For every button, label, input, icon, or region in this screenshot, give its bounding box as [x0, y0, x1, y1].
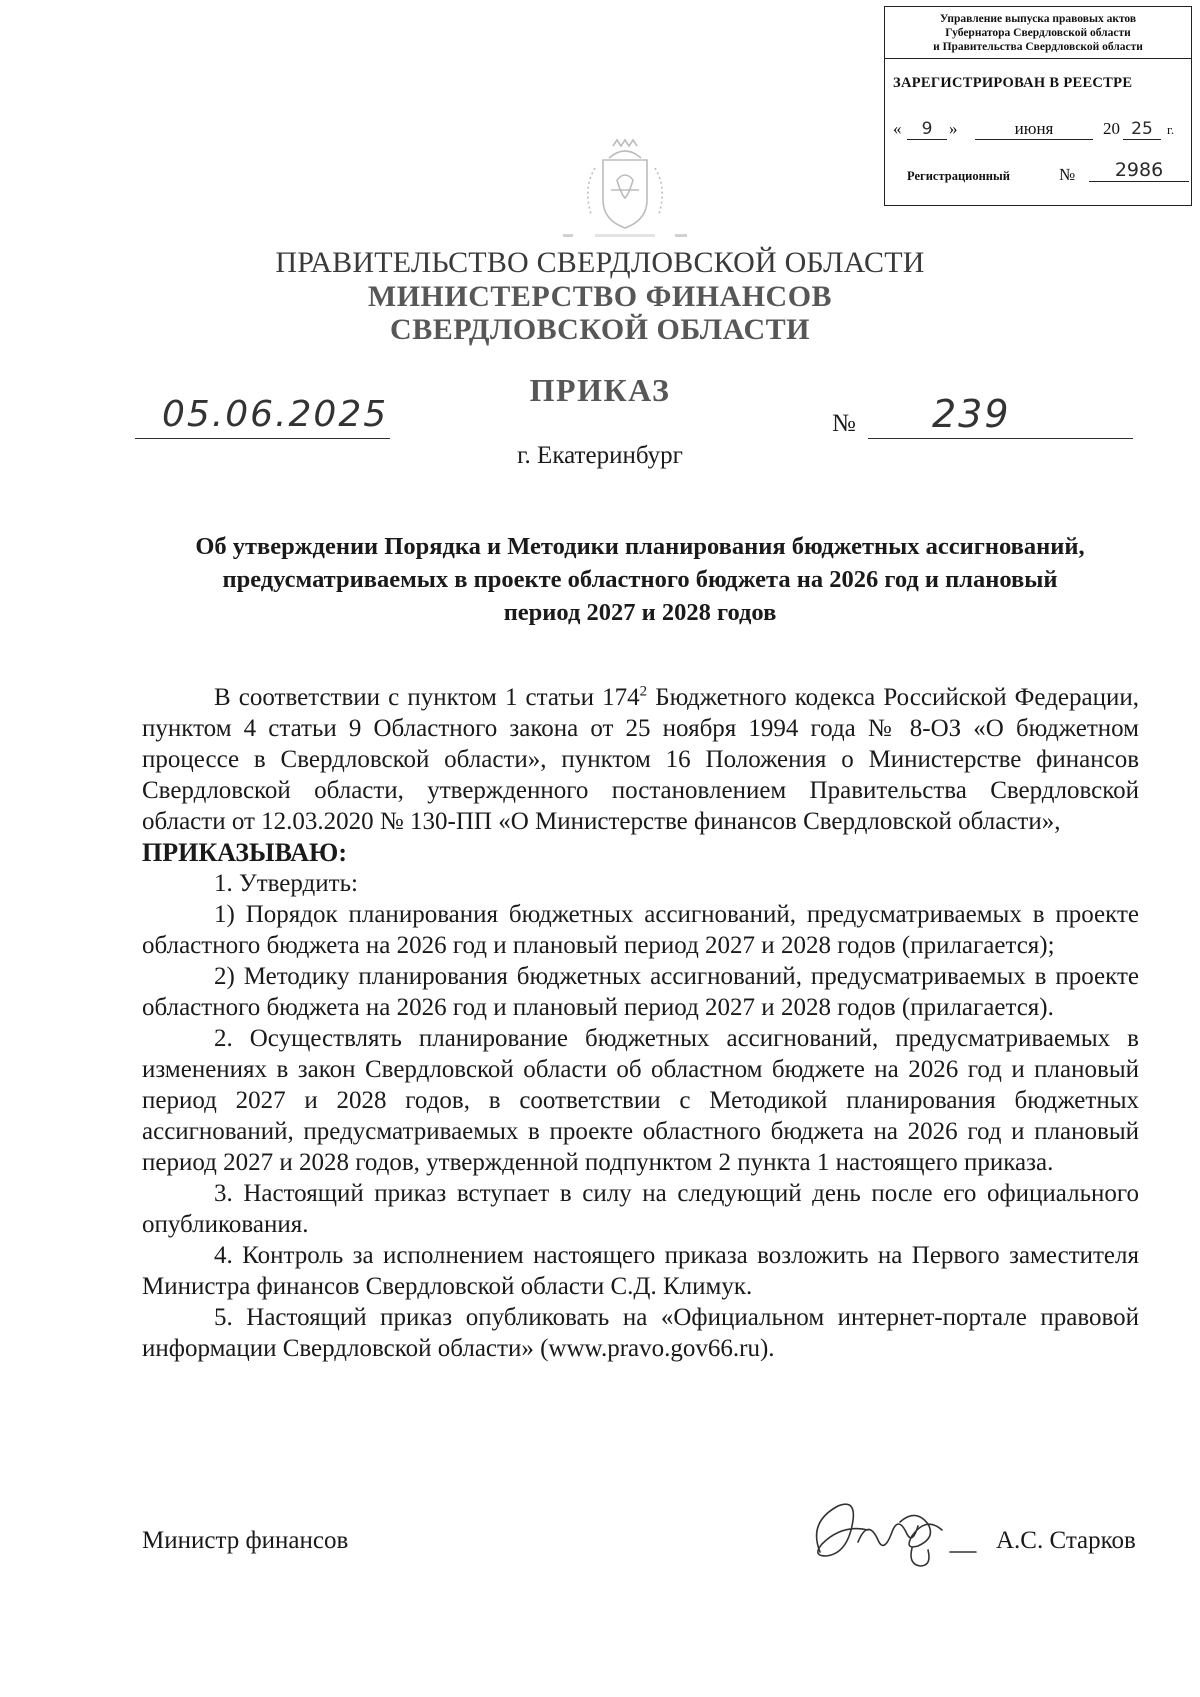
- paragraph-4: 4. Контроль за исполнением настоящего приказа возложить на Первого заместителя Министра финансов Свердловской области С.Д. Климук.: [142, 1242, 1139, 1300]
- ministry-title-line1: МИНИСТЕРСТВО ФИНАНСОВ: [367, 280, 833, 313]
- preamble-text-b: Бюджетного кодекса Российской Федерации, пунктом 4 статьи 9 Областного закона от 25 ноября 1994 года № 8-ОЗ «О бюджетном процессе в Свердловской области», пунктом 16 Положения о Министерстве финансов Свердловской области, утвержденного постановлением Правительства Свердловской области от 12.03.2020 № 130-ПП «О Министерстве финансов Свердловской области»,: [142, 684, 1139, 835]
- government-title: ПРАВИТЕЛЬСТВО СВЕРДЛОВСКОЙ ОБЛАСТИ: [275, 246, 925, 279]
- stamp-year-suffix: 25: [1123, 119, 1161, 140]
- document-type: ПРИКАЗ: [529, 372, 671, 408]
- city: г. Екатеринбург: [517, 442, 683, 469]
- signatory-position: Министр финансов: [142, 1527, 349, 1554]
- stamp-reg-label: Регистрационный: [907, 169, 1010, 183]
- paragraph-3: 3. Настоящий приказ вступает в силу на следующий день после его официального опубликования.: [142, 1180, 1139, 1238]
- order-no-sign: №: [832, 410, 856, 437]
- stamp-day: 9: [907, 119, 947, 140]
- stamp-year-prefix: 20: [1103, 119, 1120, 138]
- preamble-paragraph: [142, 682, 1139, 837]
- paragraph-1: 1. Утвердить:: [214, 870, 358, 897]
- registration-stamp: [884, 6, 1192, 206]
- coat-of-arms-icon: [535, 130, 715, 248]
- title-line: период 2027 и 2028 годов: [503, 599, 777, 626]
- ministry-title-line2: СВЕРДЛОВСКОЙ ОБЛАСТИ: [390, 313, 810, 346]
- stamp-quote-close: »: [949, 119, 958, 138]
- document-title: [140, 530, 1140, 629]
- order-word: ПРИКАЗЫВАЮ:: [142, 838, 347, 867]
- paragraph-2: 2. Осуществлять планирование бюджетных ассигнований, предусматриваемых в изменениях в закон Свердловской области об областном бюджете на 2026 год и плановый период 2027 и 2028 годов, в соответствии с Методикой планирования бюджетных ассигнований, предусматриваемых в проекте областного бюджета на 2026 год и плановый период 2027 и 2028 годов, утвержденной подпунктом 2 пункта 1 настоящего приказа.: [142, 1025, 1139, 1176]
- stamp-quote-open: «: [893, 119, 902, 138]
- document-body: [142, 682, 1139, 1364]
- order-number: 239: [932, 392, 1011, 436]
- stamp-reg-value: 2986: [1089, 159, 1189, 182]
- stamp-registered-label: ЗАРЕГИСТРИРОВАН В РЕЕСТРЕ: [893, 75, 1133, 91]
- stamp-month: июня: [975, 119, 1093, 140]
- signatory-name: А.С. Старков: [996, 1527, 1136, 1554]
- title-line: предусматриваемых в проекте областного бюджета на 2026 год и плановый: [222, 566, 1058, 593]
- order-date: 05.06.2025: [162, 394, 389, 435]
- stamp-year-mark: г.: [1167, 122, 1175, 137]
- title-line: Об утверждении Порядка и Методики планирования бюджетных ассигнований,: [195, 533, 1085, 560]
- handwritten-signature-icon: [800, 1492, 990, 1574]
- paragraph-1-2: 2) Методику планирования бюджетных ассигнований, предусматриваемых в проекте областного бюджета на 2026 год и плановый период 2027 и 2028 годов (прилагается).: [142, 963, 1139, 1021]
- stamp-header: [885, 7, 1191, 59]
- preamble-superscript: 2: [639, 683, 648, 700]
- stamp-header-line: Губернатора Свердловской области: [945, 27, 1131, 39]
- paragraph-5: 5. Настоящий приказ опубликовать на «Официальном интернет-портале правовой информации Свердловской области» (www.pravo.gov66.ru).: [142, 1304, 1139, 1362]
- stamp-no-sign: №: [1059, 165, 1076, 184]
- stamp-header-line: и Правительства Свердловской области: [933, 41, 1143, 53]
- preamble-text-a: В соответствии с пунктом 1 статьи 174: [214, 684, 640, 711]
- stamp-header-line: Управление выпуска правовых актов: [939, 13, 1137, 25]
- paragraph-1-1: 1) Порядок планирования бюджетных ассигнований, предусматриваемых в проекте областного бюджета на 2026 год и плановый период 2027 и 2028 годов (прилагается);: [142, 901, 1139, 959]
